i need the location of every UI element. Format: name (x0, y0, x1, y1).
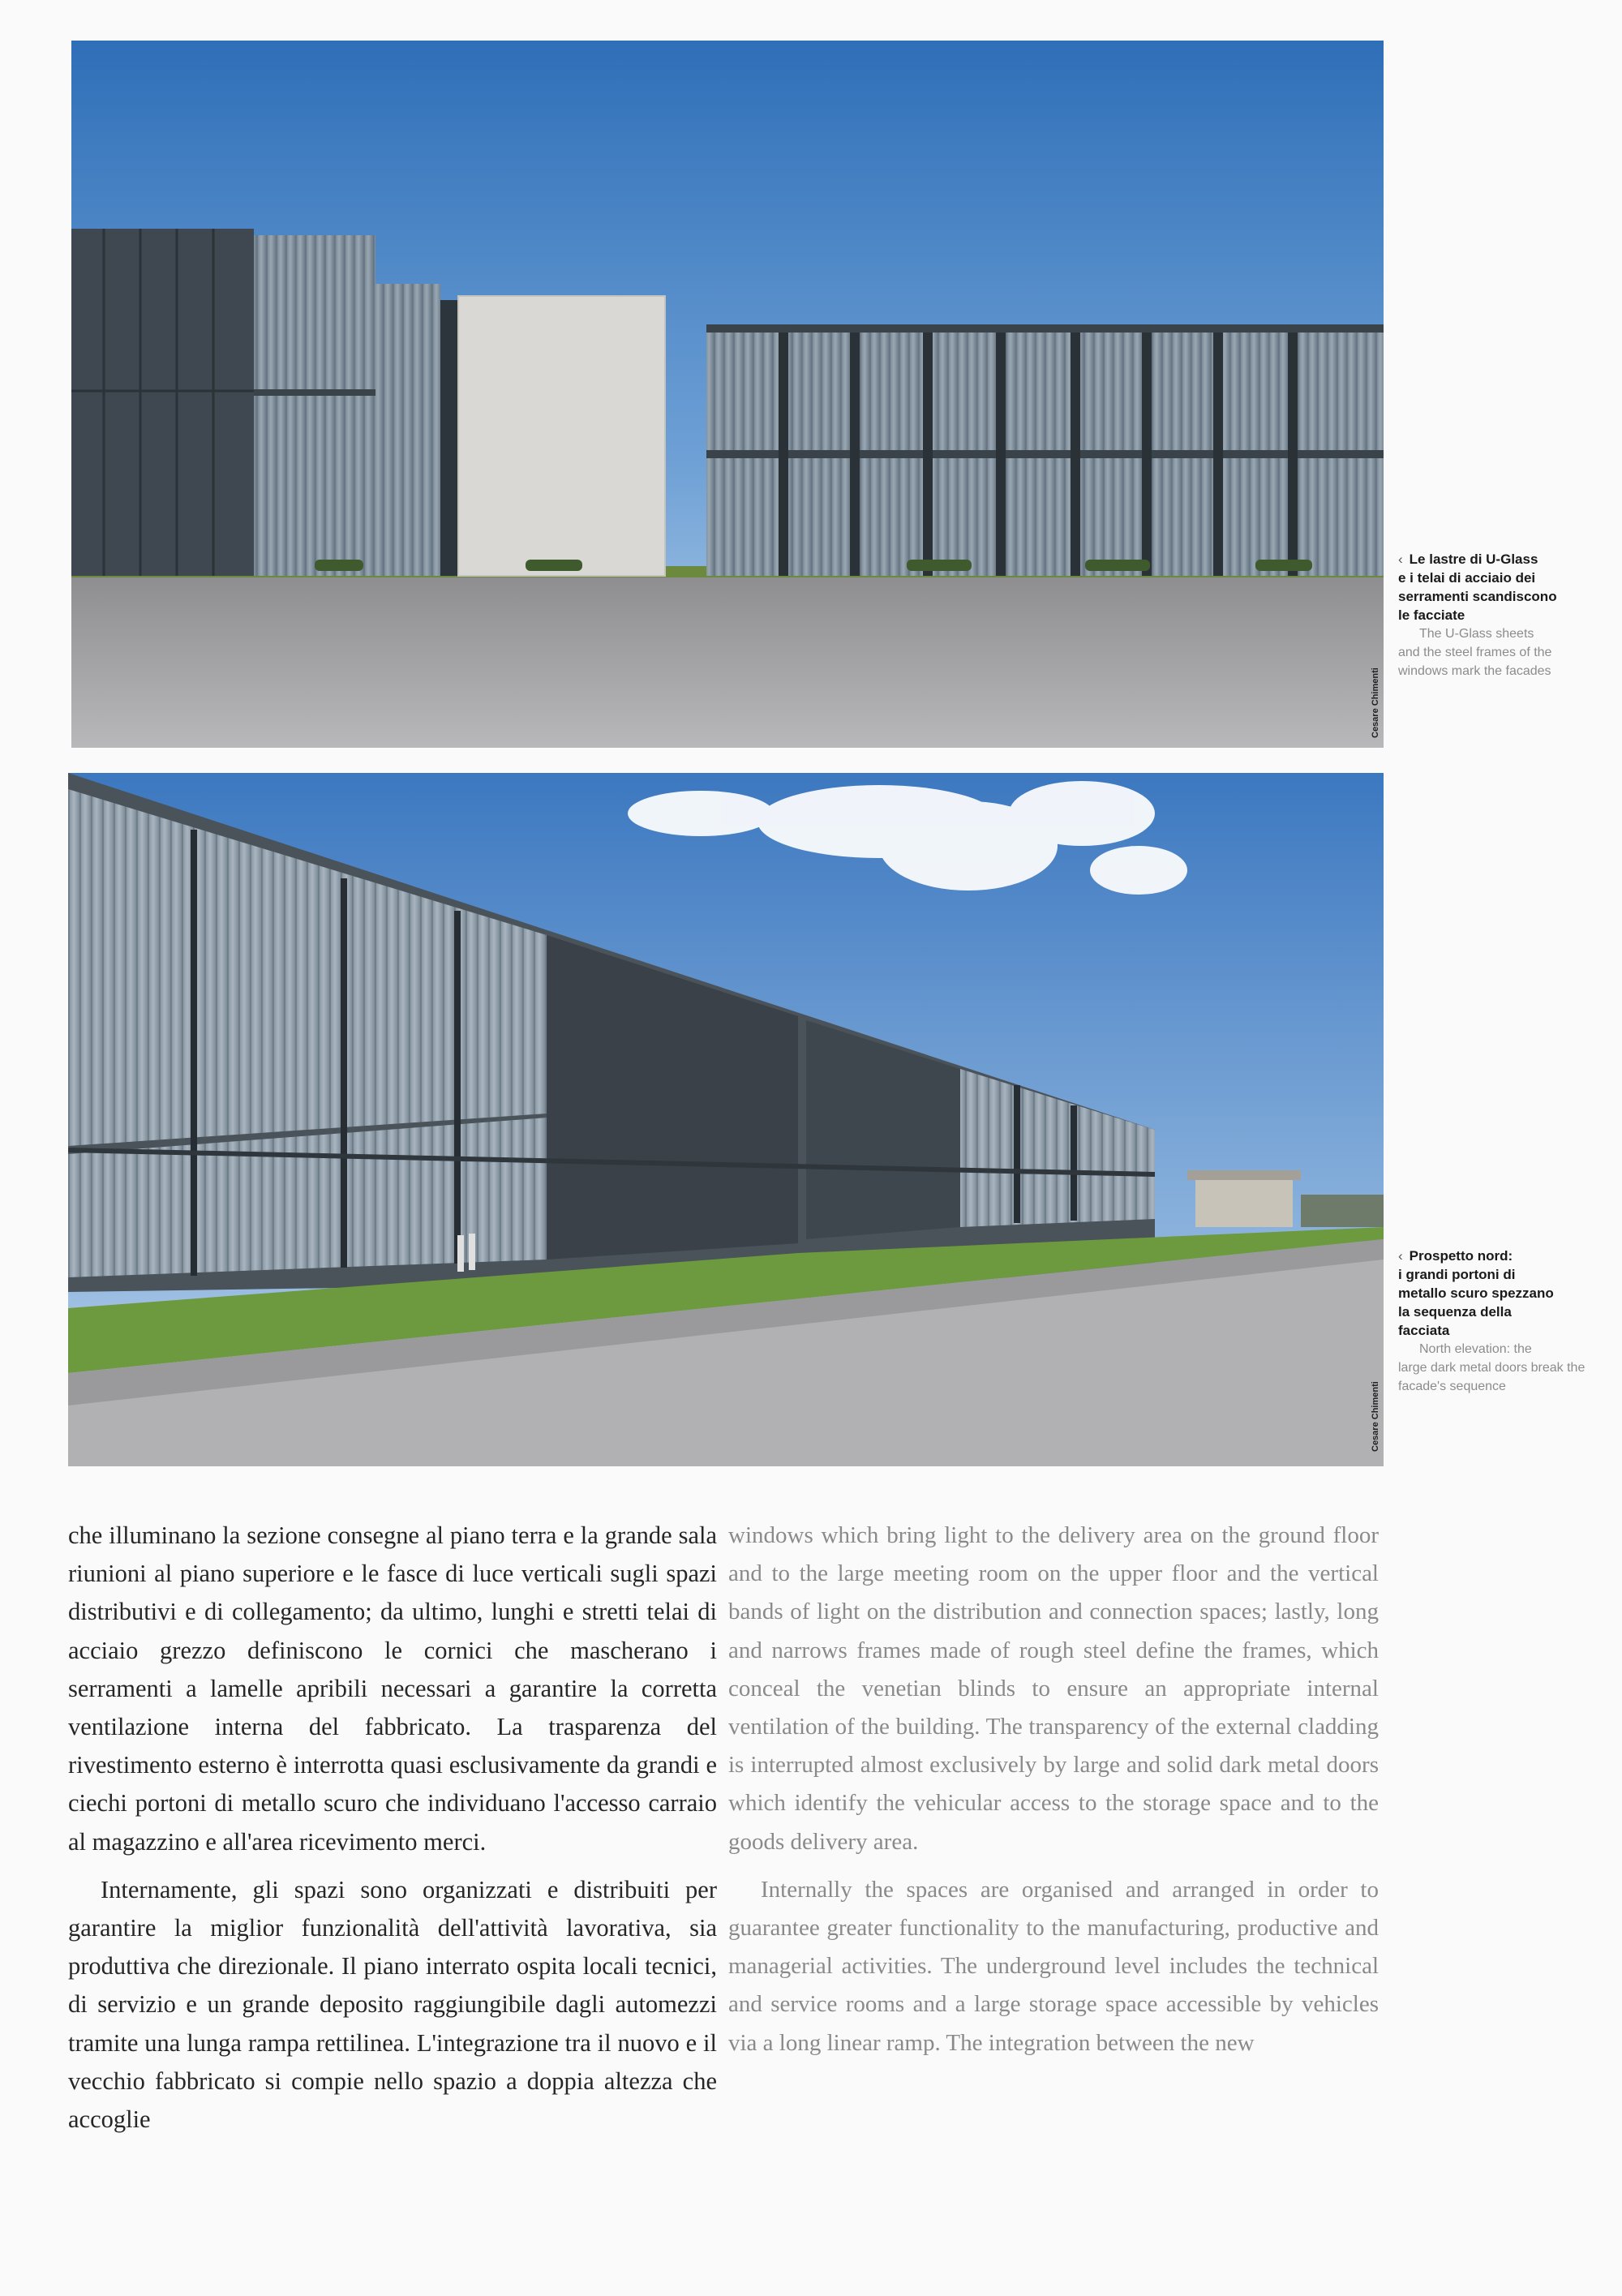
body-column-english (728, 1517, 1379, 2072)
caption-bottom-en-line-4: sequence (1449, 1380, 1506, 1393)
caption-top-en-line-2: and the steel frames (1398, 646, 1516, 659)
body-column-italian (68, 1517, 717, 2148)
caption-top-it-line-2: e i telai di acciaio dei (1398, 570, 1536, 586)
caption-top-en-line-1: The U-Glass sheets (1419, 627, 1534, 641)
caption-bottom-it-line-3: metallo scuro spezzano (1398, 1285, 1554, 1301)
caption-top (1398, 550, 1601, 680)
body-english-paragraph-2: Internally the spaces are organised and arranged in order to guarantee greater functionality to the manufacturing, productive and managerial activities. The underground level includes the technical and service rooms and a large storage space accessible by vehicles via a long linear ramp. The integration between the new (728, 1876, 1379, 2056)
photo-building-facade-west (71, 41, 1384, 748)
caption-bottom-italian (1398, 1247, 1601, 1340)
caption-bottom-it-line-4: la sequenza della (1398, 1304, 1512, 1320)
photo-credit-bottom: Cesare Chimenti (1371, 1381, 1380, 1452)
caption-bottom-it-line-2: i grandi portoni di (1398, 1267, 1516, 1282)
caption-top-italian (1398, 550, 1601, 624)
body-italian-paragraph-2: Internamente, gli spazi sono organizzati e distribuiti per garantire la miglior funzionalità dell'attività lavorativa, sia produttiva che direzionale. Il piano interrato ospita locali tecnici, di servizio e un grande deposito raggiungibile dagli automezzi tramite una lunga rampa rettilinea. L'integrazione tra il nuovo e il vecchio fabbricato si compie nello spazio a doppia altezza che accoglie (68, 1875, 717, 2134)
caption-bottom-en-line-2: large dark metal doors (1398, 1361, 1528, 1375)
caption-bottom-it-line-1: Prospetto nord: (1409, 1248, 1513, 1264)
body-italian-paragraph-1: che illuminano la sezione consegne al piano terra e la grande sala riunioni al piano superiore e le fasce di luce verticali sugli spazi distributivi e di collegamento; da ultimo, lunghi e stretti telai di acciaio grezzo definiscono le cornici che mascherano i serramenti a lamelle apribili necessari a garantire la corretta ventilazione interna del fabbricato. La trasparenza del rivestimento esterno è interrotta quasi esclusivamente da grandi e ciechi portoni di metallo scuro che individuano l'accesso carraio al magazzino e all'area ricevimento merci. (68, 1521, 717, 1856)
caption-bottom-english (1398, 1340, 1601, 1396)
photo-building-north-elevation (68, 773, 1384, 1466)
caption-top-it-line-3: serramenti scandiscono (1398, 589, 1557, 604)
body-english-paragraph-1: windows which bring light to the delivery area on the ground floor and to the large meeting room on the upper floor and the vertical bands of light on the distribution and connection spaces; lastly, long and narrows frames made of rough steel define the frames, which conceal the venetian blinds to ensure an appropriate internal ventilation of the building. The transparency of the external cladding is interrupted almost exclusively by large and solid dark metal doors which identify the vehicular access to the storage space and to the goods delivery area. (728, 1522, 1379, 1855)
caption-bottom-it-line-5: facciata (1398, 1323, 1450, 1338)
photo-credit-top: Cesare Chimenti (1371, 667, 1380, 738)
caption-bottom-en-line-1: North elevation: the (1419, 1342, 1532, 1356)
caption-bottom-en-line-3: break the facade's (1398, 1361, 1586, 1393)
caption-arrow-icon: ‹ (1398, 1248, 1403, 1264)
caption-top-en-line-3: of the windows mark (1398, 646, 1552, 678)
caption-bottom (1398, 1247, 1601, 1396)
caption-arrow-icon: ‹ (1398, 551, 1403, 567)
caption-top-en-line-4: the facades (1483, 664, 1551, 678)
caption-top-english (1398, 624, 1601, 680)
caption-top-it-line-1: Le lastre di U-Glass (1409, 551, 1538, 567)
caption-top-it-line-4: le facciate (1398, 607, 1465, 623)
